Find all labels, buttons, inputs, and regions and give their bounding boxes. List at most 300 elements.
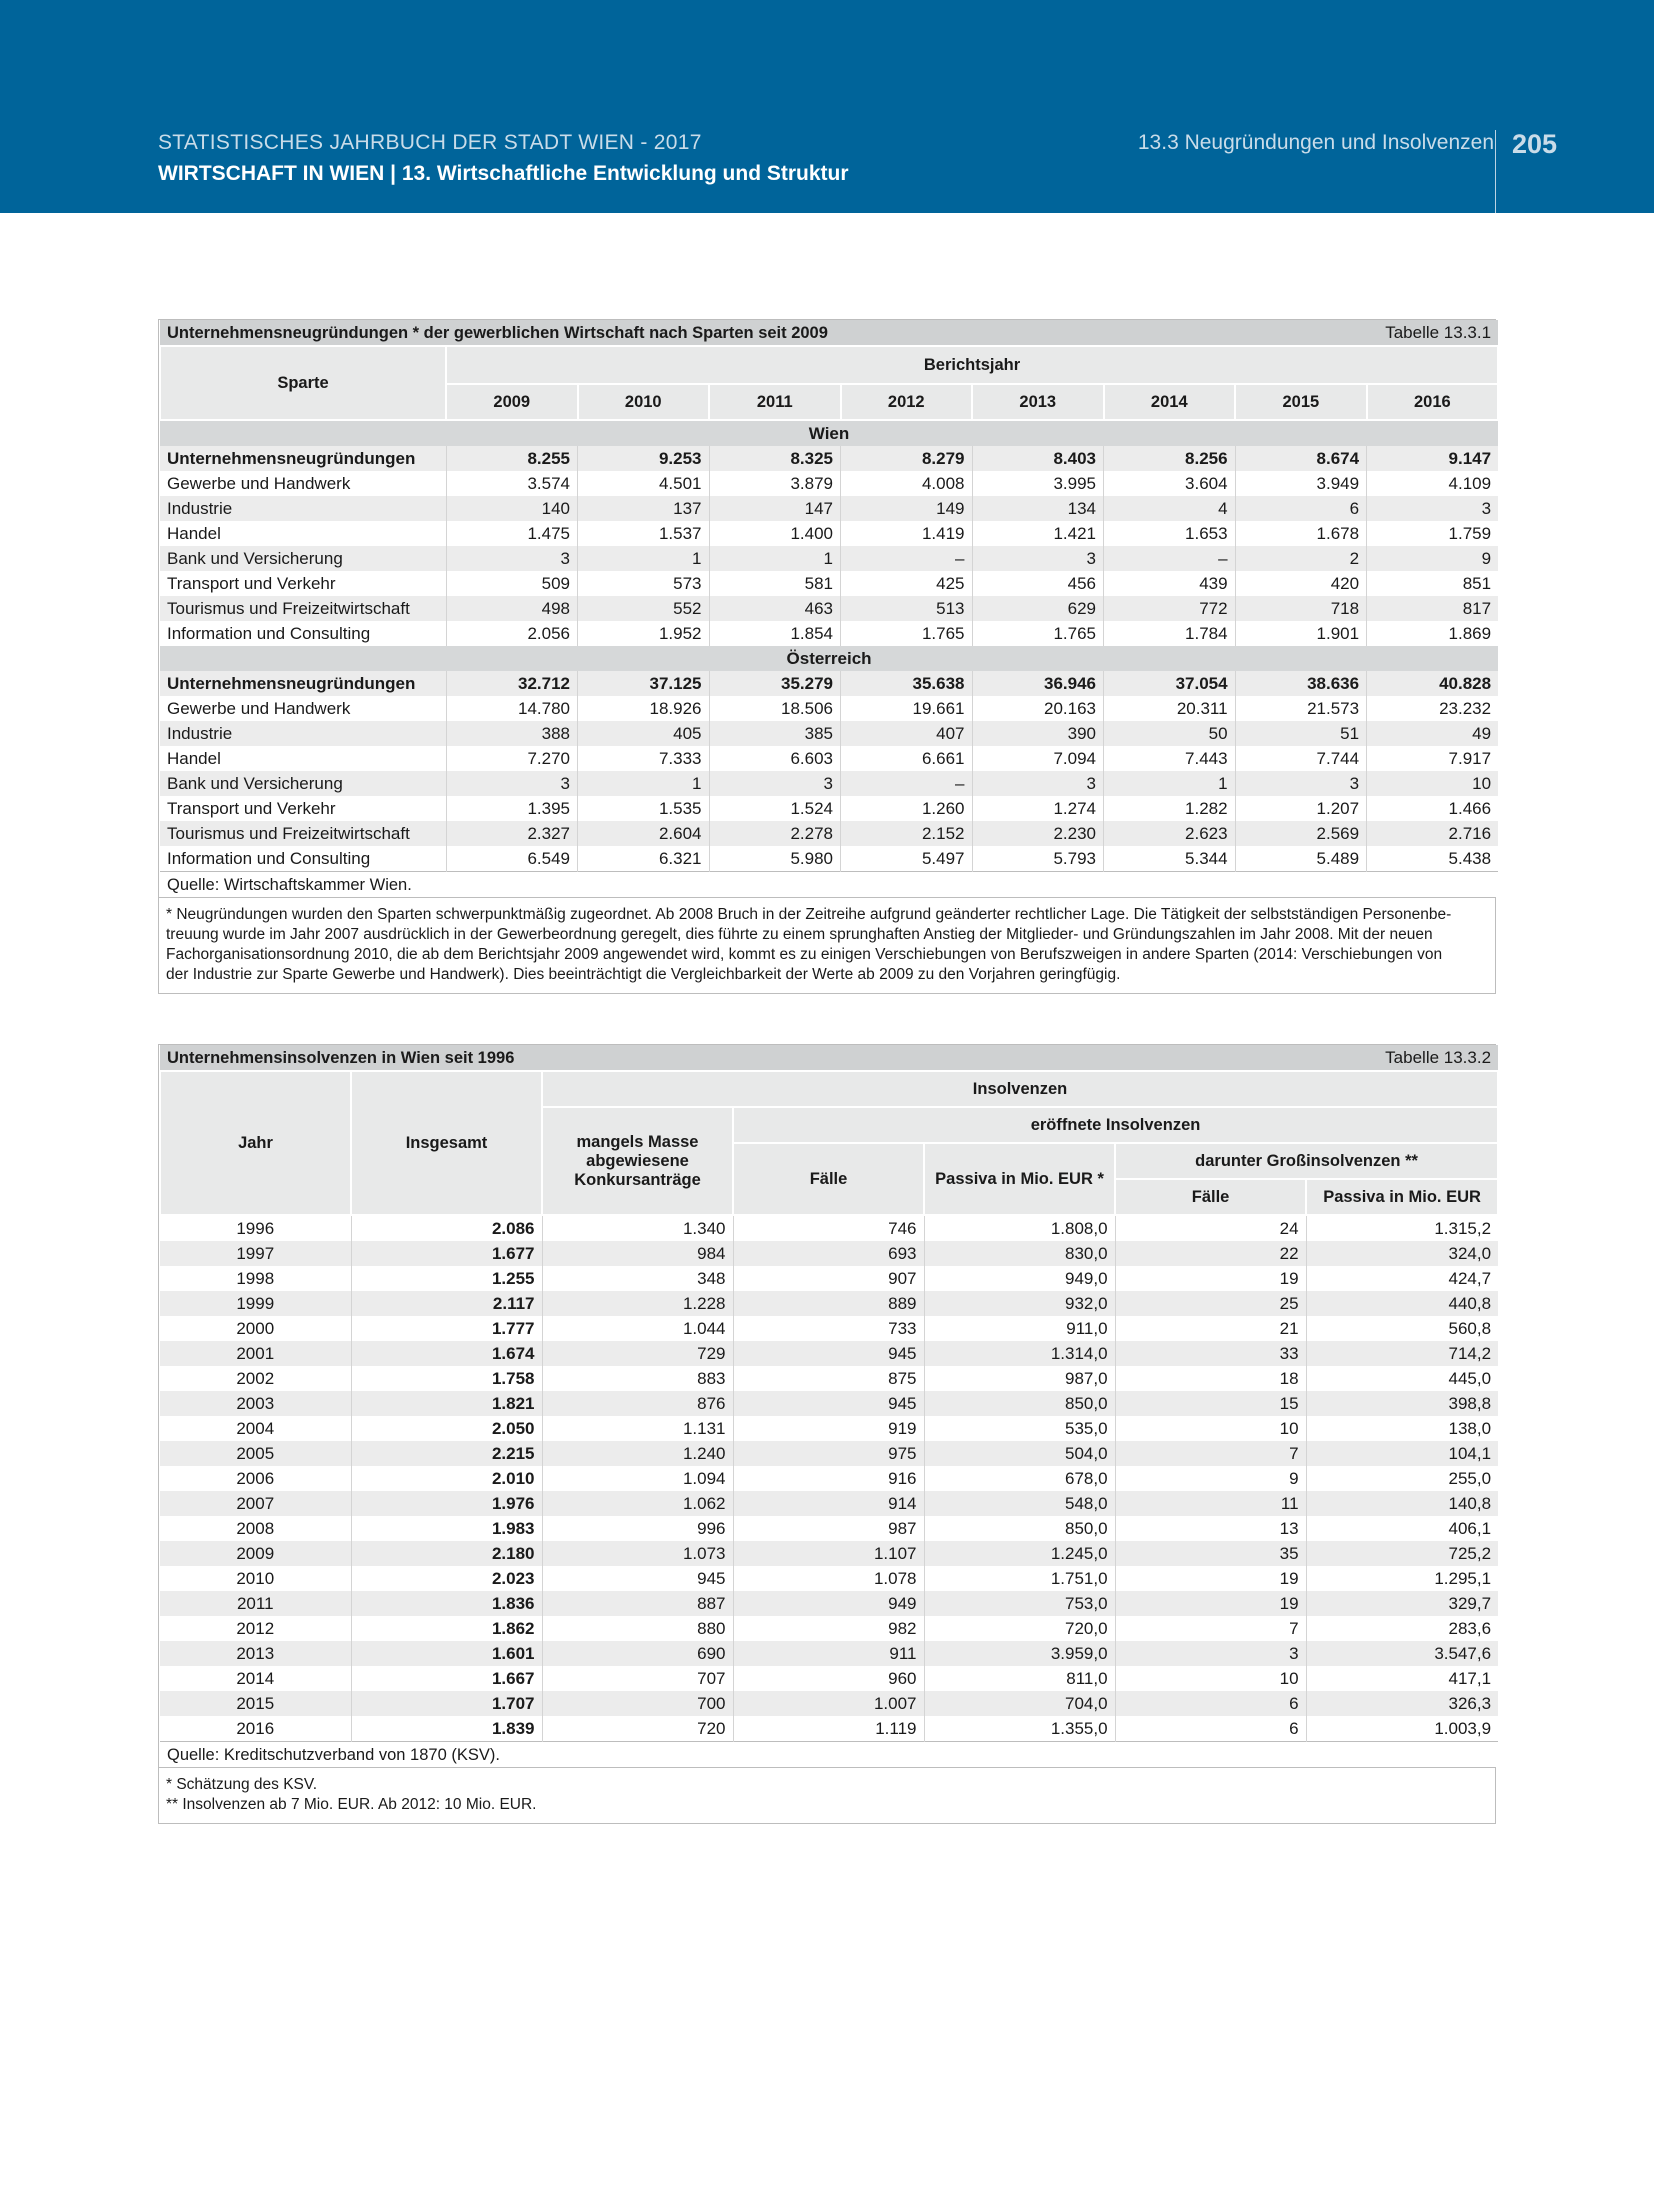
cell-value: 3.949 (1235, 471, 1367, 496)
table-row (160, 1215, 1498, 1241)
cell-value: 772 (1104, 596, 1236, 621)
cell-value: 1.062 (542, 1491, 733, 1516)
cell-value: 1.758 (351, 1366, 542, 1391)
year-cell: 2003 (160, 1391, 351, 1416)
cell-value: 2.056 (446, 621, 578, 646)
cell-value: 883 (542, 1366, 733, 1391)
cell-value: 945 (733, 1391, 924, 1416)
table-row (160, 621, 1498, 646)
cell-value: 949,0 (924, 1266, 1115, 1291)
table-row (160, 671, 1498, 696)
cell-value: 1.240 (542, 1441, 733, 1466)
cell-value: 37.054 (1104, 671, 1236, 696)
cell-value: 1.207 (1235, 796, 1367, 821)
cell-value: 35.279 (709, 671, 841, 696)
cell-value: 887 (542, 1591, 733, 1616)
cell-value: 3.995 (972, 471, 1104, 496)
cell-value: 1.983 (351, 1516, 542, 1541)
cell-value: 50 (1104, 721, 1236, 746)
cell-value: 38.636 (1235, 671, 1367, 696)
cell-value: 10 (1367, 771, 1499, 796)
cell-value: 6.603 (709, 746, 841, 771)
cell-value: 876 (542, 1391, 733, 1416)
cell-value: 2.050 (351, 1416, 542, 1441)
header-line: mangels Masse (576, 1132, 699, 1151)
year-cell: 2000 (160, 1316, 351, 1341)
cell-value: 22 (1115, 1241, 1306, 1266)
year-header: 2010 (578, 384, 710, 420)
cell-value: 949 (733, 1591, 924, 1616)
cell-value: 51 (1235, 721, 1367, 746)
cell-value: 10 (1115, 1416, 1306, 1441)
cell-value: 916 (733, 1466, 924, 1491)
row-label: Transport und Verkehr (160, 571, 446, 596)
row-label: Bank und Versicherung (160, 771, 446, 796)
cell-value: 4.501 (578, 471, 710, 496)
row-label: Tourismus und Freizeitwirtschaft (160, 596, 446, 621)
cell-value: 1.601 (351, 1641, 542, 1666)
cell-value: 445,0 (1306, 1366, 1498, 1391)
year-cell: 2011 (160, 1591, 351, 1616)
cell-value: 5.497 (841, 846, 973, 872)
cell-value: 1.107 (733, 1541, 924, 1566)
cell-value: 907 (733, 1266, 924, 1291)
cell-value: 420 (1235, 571, 1367, 596)
cell-value: 9 (1115, 1466, 1306, 1491)
cell-value: 5.489 (1235, 846, 1367, 872)
cell-value: 18 (1115, 1366, 1306, 1391)
cell-value: 932,0 (924, 1291, 1115, 1316)
cell-value: 1.765 (841, 621, 973, 646)
cell-value: 6.321 (578, 846, 710, 872)
cell-value: 7.917 (1367, 746, 1499, 771)
cell-value: 1.255 (351, 1266, 542, 1291)
cell-value: 2.215 (351, 1441, 542, 1466)
cell-value: 504,0 (924, 1441, 1115, 1466)
cell-value: 1.784 (1104, 621, 1236, 646)
cell-value: 875 (733, 1366, 924, 1391)
table-footnote (159, 1767, 1495, 1823)
cell-value: 7.443 (1104, 746, 1236, 771)
cell-value: 324,0 (1306, 1241, 1498, 1266)
cell-value: 817 (1367, 596, 1499, 621)
col-header-insolvenzen: Insolvenzen (542, 1071, 1498, 1107)
cell-value: 581 (709, 571, 841, 596)
cell-value: 456 (972, 571, 1104, 596)
cell-value: 326,3 (1306, 1691, 1498, 1716)
cell-value: 1.677 (351, 1241, 542, 1266)
cell-value: 4.109 (1367, 471, 1499, 496)
table-row (160, 1341, 1498, 1366)
table-row (160, 771, 1498, 796)
cell-value: 5.793 (972, 846, 1104, 872)
cell-value: 7.094 (972, 746, 1104, 771)
col-header-eroeffnete: eröffnete Insolvenzen (733, 1107, 1498, 1143)
col-header-grossinsolvenzen: darunter Großinsolvenzen ** (1115, 1143, 1498, 1179)
cell-value: 1.808,0 (924, 1215, 1115, 1241)
cell-value: 36.946 (972, 671, 1104, 696)
year-header: 2009 (446, 384, 578, 420)
cell-value: 390 (972, 721, 1104, 746)
table-row (160, 1691, 1498, 1716)
cell-value: 1.245,0 (924, 1541, 1115, 1566)
cell-value: 1.466 (1367, 796, 1499, 821)
cell-value: 850,0 (924, 1516, 1115, 1541)
table-row (160, 1566, 1498, 1591)
cell-value: 560,8 (1306, 1316, 1498, 1341)
cell-value: 15 (1115, 1391, 1306, 1416)
cell-value: 498 (446, 596, 578, 621)
year-cell: 2012 (160, 1616, 351, 1641)
cell-value: 1.751,0 (924, 1566, 1115, 1591)
year-cell: 2008 (160, 1516, 351, 1541)
row-label: Handel (160, 521, 446, 546)
year-header: 2014 (1104, 384, 1236, 420)
table-row (160, 696, 1498, 721)
chapter-title: WIRTSCHAFT IN WIEN | 13. Wirtschaftliche Entwicklung und Struktur (158, 162, 849, 185)
year-header: 2011 (709, 384, 841, 420)
cell-value: 32.712 (446, 671, 578, 696)
cell-value: 19.661 (841, 696, 973, 721)
cell-value: 5.980 (709, 846, 841, 872)
cell-value: 1.119 (733, 1716, 924, 1742)
cell-value: 4.008 (841, 471, 973, 496)
cell-value: 2.569 (1235, 821, 1367, 846)
cell-value: 1.400 (709, 521, 841, 546)
cell-value: 880 (542, 1616, 733, 1641)
cell-value: 8.255 (446, 446, 578, 471)
cell-value: 35 (1115, 1541, 1306, 1566)
table-13-3-1 (158, 319, 1496, 994)
cell-value: 20.163 (972, 696, 1104, 721)
table-row (160, 1616, 1498, 1641)
table-row (160, 721, 1498, 746)
cell-value: 1.228 (542, 1291, 733, 1316)
cell-value: 1.044 (542, 1316, 733, 1341)
table-row (160, 1591, 1498, 1616)
cell-value: 19 (1115, 1266, 1306, 1291)
table-row (160, 1416, 1498, 1441)
cell-value: 1.395 (446, 796, 578, 821)
cell-value: 2.327 (446, 821, 578, 846)
cell-value: 13 (1115, 1516, 1306, 1541)
cell-value: 23.232 (1367, 696, 1499, 721)
cell-value: 2 (1235, 546, 1367, 571)
cell-value: 1.073 (542, 1541, 733, 1566)
cell-value: 535,0 (924, 1416, 1115, 1441)
col-header-mangels-masse (542, 1107, 733, 1215)
year-cell: 1996 (160, 1215, 351, 1241)
cell-value: 720 (542, 1716, 733, 1742)
footnote-line: ** Insolvenzen ab 7 Mio. EUR. Ab 2012: 10 Mio. EUR. (166, 1796, 537, 1813)
cell-value: 4 (1104, 496, 1236, 521)
cell-value: 725,2 (1306, 1541, 1498, 1566)
cell-value: 1.260 (841, 796, 973, 821)
cell-value: 6 (1115, 1716, 1306, 1742)
table-13-3-2 (158, 1044, 1496, 1824)
cell-value: 889 (733, 1291, 924, 1316)
cell-value: 405 (578, 721, 710, 746)
cell-value: 984 (542, 1241, 733, 1266)
col-header-gross-passiva: Passiva in Mio. EUR (1306, 1179, 1498, 1215)
source-text: Quelle: Wirtschaftskammer Wien. (160, 872, 1498, 898)
cell-value: 3.959,0 (924, 1641, 1115, 1666)
table-row (160, 571, 1498, 596)
cell-value: 140,8 (1306, 1491, 1498, 1516)
cell-value: 982 (733, 1616, 924, 1641)
table-row (160, 1391, 1498, 1416)
cell-value: 398,8 (1306, 1391, 1498, 1416)
cell-value: 707 (542, 1666, 733, 1691)
cell-value: 104,1 (1306, 1441, 1498, 1466)
year-header: 2013 (972, 384, 1104, 420)
cell-value: 1.314,0 (924, 1341, 1115, 1366)
cell-value: 388 (446, 721, 578, 746)
cell-value: 1.355,0 (924, 1716, 1115, 1742)
cell-value: 3.604 (1104, 471, 1236, 496)
cell-value: 1.419 (841, 521, 973, 546)
cell-value: 2.152 (841, 821, 973, 846)
year-cell: 1998 (160, 1266, 351, 1291)
cell-value: 6.549 (446, 846, 578, 872)
row-label: Handel (160, 746, 446, 771)
cell-value: 140 (446, 496, 578, 521)
cell-value: 1.537 (578, 521, 710, 546)
table-row (160, 596, 1498, 621)
cell-value: 406,1 (1306, 1516, 1498, 1541)
row-label: Information und Consulting (160, 621, 446, 646)
cell-value: 255,0 (1306, 1466, 1498, 1491)
table-number: Tabelle 13.3.2 (1115, 1045, 1498, 1071)
table-row (160, 796, 1498, 821)
cell-value: 8.403 (972, 446, 1104, 471)
cell-value: 3 (446, 771, 578, 796)
row-label: Gewerbe und Handwerk (160, 696, 446, 721)
cell-value: 10 (1115, 1666, 1306, 1691)
year-cell: 1997 (160, 1241, 351, 1266)
cell-value: 25 (1115, 1291, 1306, 1316)
cell-value: 9 (1367, 546, 1499, 571)
cell-value: 1.007 (733, 1691, 924, 1716)
table-title: Unternehmensneugründungen * der gewerblichen Wirtschaft nach Sparten seit 2009 (160, 320, 1235, 346)
cell-value: 753,0 (924, 1591, 1115, 1616)
cell-value: 960 (733, 1666, 924, 1691)
cell-value: 3.879 (709, 471, 841, 496)
year-header: 2012 (841, 384, 973, 420)
cell-value: 3 (446, 546, 578, 571)
cell-value: 1.003,9 (1306, 1716, 1498, 1742)
cell-value: 149 (841, 496, 973, 521)
cell-value: – (1104, 546, 1236, 571)
cell-value: 8.325 (709, 446, 841, 471)
cell-value: 385 (709, 721, 841, 746)
row-label: Gewerbe und Handwerk (160, 471, 446, 496)
year-cell: 2002 (160, 1366, 351, 1391)
cell-value: 678,0 (924, 1466, 1115, 1491)
cell-value: 3 (972, 546, 1104, 571)
row-label: Bank und Versicherung (160, 546, 446, 571)
cell-value: 37.125 (578, 671, 710, 696)
cell-value: 1.535 (578, 796, 710, 821)
cell-value: 746 (733, 1215, 924, 1241)
cell-value: 914 (733, 1491, 924, 1516)
cell-value: 21 (1115, 1316, 1306, 1341)
footnote-line: * Schätzung des KSV. (166, 1776, 318, 1793)
cell-value: 5.344 (1104, 846, 1236, 872)
cell-value: 2.716 (1367, 821, 1499, 846)
cell-value: 440,8 (1306, 1291, 1498, 1316)
cell-value: 629 (972, 596, 1104, 621)
cell-value: 729 (542, 1341, 733, 1366)
cell-value: 11 (1115, 1491, 1306, 1516)
cell-value: 919 (733, 1416, 924, 1441)
cell-value: 24 (1115, 1215, 1306, 1241)
cell-value: 6 (1235, 496, 1367, 521)
cell-value: 417,1 (1306, 1666, 1498, 1691)
cell-value: 7.744 (1235, 746, 1367, 771)
col-header-passiva: Passiva in Mio. EUR * (924, 1143, 1115, 1215)
section-title: 13.3 Neugründungen und Insolvenzen (1137, 131, 1494, 154)
cell-value: 1.839 (351, 1716, 542, 1742)
cell-value: 573 (578, 571, 710, 596)
cell-value: 911,0 (924, 1316, 1115, 1341)
year-cell: 2013 (160, 1641, 351, 1666)
cell-value: 3 (972, 771, 1104, 796)
cell-value: 1 (578, 771, 710, 796)
cell-value: 1.854 (709, 621, 841, 646)
footnote-line: Fachorganisationsordnung 2010, die ab dem Berichtsjahr 2009 angewendet wird, kommt es zu einigen Verschiebungen von Berufszweigen in andere Sparten (2014: Verschiebungen von (166, 946, 1443, 963)
year-cell: 2001 (160, 1341, 351, 1366)
cell-value: 1.678 (1235, 521, 1367, 546)
cell-value: 945 (733, 1341, 924, 1366)
table-row (160, 546, 1498, 571)
cell-value: 329,7 (1306, 1591, 1498, 1616)
cell-value: 7.270 (446, 746, 578, 771)
cell-value: 2.230 (972, 821, 1104, 846)
footnote-line: der Industrie zur Sparte Gewerbe und Handwerk). Dies beeinträchtigt die Vergleichbarkeit der Werte ab 2009 zu den Vorjahren geringfügig. (166, 966, 1121, 983)
cell-value: 1.315,2 (1306, 1215, 1498, 1241)
row-label: Tourismus und Freizeitwirtschaft (160, 821, 446, 846)
cell-value: – (841, 771, 973, 796)
cell-value: 1.765 (972, 621, 1104, 646)
cell-value: 407 (841, 721, 973, 746)
cell-value: 1.282 (1104, 796, 1236, 821)
table-row (160, 1641, 1498, 1666)
table-footnote (159, 897, 1495, 993)
cell-value: 996 (542, 1516, 733, 1541)
row-label: Transport und Verkehr (160, 796, 446, 821)
cell-value: 2.278 (709, 821, 841, 846)
table-row (160, 746, 1498, 771)
table-row (160, 1266, 1498, 1291)
cell-value: 811,0 (924, 1666, 1115, 1691)
cell-value: 8.674 (1235, 446, 1367, 471)
cell-value: 49 (1367, 721, 1499, 746)
cell-value: 6 (1115, 1691, 1306, 1716)
cell-value: 1.862 (351, 1616, 542, 1641)
cell-value: 7 (1115, 1441, 1306, 1466)
cell-value: 911 (733, 1641, 924, 1666)
cell-value: 1.952 (578, 621, 710, 646)
cell-value: 690 (542, 1641, 733, 1666)
cell-value: 439 (1104, 571, 1236, 596)
col-header-berichtsjahr: Berichtsjahr (446, 346, 1498, 384)
cell-value: 7 (1115, 1616, 1306, 1641)
cell-value: 3.574 (446, 471, 578, 496)
cell-value: 704,0 (924, 1691, 1115, 1716)
cell-value: 1.667 (351, 1666, 542, 1691)
cell-value: 3.547,6 (1306, 1641, 1498, 1666)
table-row (160, 1241, 1498, 1266)
col-header-sparte: Sparte (160, 346, 446, 420)
year-cell: 2006 (160, 1466, 351, 1491)
source-row (160, 1742, 1498, 1768)
section-row (160, 420, 1498, 446)
cell-value: 1 (578, 546, 710, 571)
year-cell: 2010 (160, 1566, 351, 1591)
table-row (160, 471, 1498, 496)
section-row (160, 646, 1498, 671)
header-line: abgewiesene (586, 1151, 689, 1170)
cell-value: 987,0 (924, 1366, 1115, 1391)
table-number: Tabelle 13.3.1 (1235, 320, 1498, 346)
cell-value: 2.117 (351, 1291, 542, 1316)
table-row (160, 1466, 1498, 1491)
year-header: 2015 (1235, 384, 1367, 420)
row-label: Unternehmensneugründungen (160, 446, 446, 471)
cell-value: 3 (709, 771, 841, 796)
table-row (160, 821, 1498, 846)
cell-value: 1.707 (351, 1691, 542, 1716)
cell-value: 1.653 (1104, 521, 1236, 546)
cell-value: 9.147 (1367, 446, 1499, 471)
cell-value: 3 (1367, 496, 1499, 521)
cell-value: 1.340 (542, 1215, 733, 1241)
col-header-jahr: Jahr (160, 1071, 351, 1215)
year-cell: 2004 (160, 1416, 351, 1441)
table-row (160, 1291, 1498, 1316)
year-cell: 2015 (160, 1691, 351, 1716)
cell-value: 1.475 (446, 521, 578, 546)
cell-value: 1.674 (351, 1341, 542, 1366)
table-row (160, 1366, 1498, 1391)
year-cell: 2009 (160, 1541, 351, 1566)
cell-value: 693 (733, 1241, 924, 1266)
cell-value: 3 (1235, 771, 1367, 796)
cell-value: 552 (578, 596, 710, 621)
year-header: 2016 (1367, 384, 1499, 420)
cell-value: 5.438 (1367, 846, 1499, 872)
cell-value: 1.821 (351, 1391, 542, 1416)
cell-value: – (841, 546, 973, 571)
cell-value: 975 (733, 1441, 924, 1466)
cell-value: 21.573 (1235, 696, 1367, 721)
table-row (160, 1516, 1498, 1541)
cell-value: 548,0 (924, 1491, 1115, 1516)
cell-value: 700 (542, 1691, 733, 1716)
cell-value: 1.759 (1367, 521, 1499, 546)
yearbook-title: STATISTISCHES JAHRBUCH DER STADT WIEN - 2017 (158, 131, 702, 154)
cell-value: 1.976 (351, 1491, 542, 1516)
cell-value: 2.023 (351, 1566, 542, 1591)
table-row (160, 1316, 1498, 1341)
cell-value: 19 (1115, 1566, 1306, 1591)
table-row (160, 1491, 1498, 1516)
cell-value: 33 (1115, 1341, 1306, 1366)
cell-value: 18.926 (578, 696, 710, 721)
cell-value: 8.279 (841, 446, 973, 471)
col-header-faelle: Fälle (733, 1143, 924, 1215)
